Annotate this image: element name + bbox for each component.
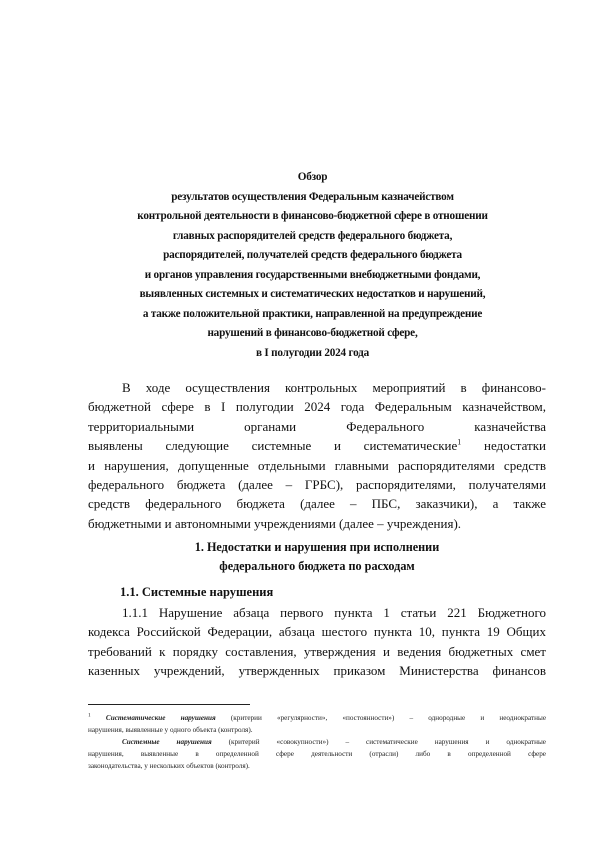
heading-line: федерального бюджета по расходам — [219, 559, 415, 573]
paragraph-line: бюджетными и автономными учреждениями (далее – учреждения). — [88, 515, 462, 531]
title-line: выявленных системных и систематических недостатков и нарушений, — [139, 288, 486, 300]
title-line: в I полугодии 2024 года — [255, 346, 370, 359]
paragraph-1-1-1 — [88, 603, 546, 681]
footnote-line: нарушения, выявленные в определенной сфере деятельности (отрасли) либо в определенной сфере — [88, 750, 546, 758]
text-fragment: недостатки — [461, 438, 546, 454]
intro-paragraph — [88, 378, 546, 533]
footnote-line — [88, 736, 546, 748]
title-line: и органов управления государственными внебюджетными фондами, — [144, 268, 481, 281]
paragraph-line: бюджетной сфере в I полугодии 2024 года Федеральным казначейством, — [88, 399, 546, 415]
footnote-marker: 1 — [88, 712, 91, 719]
title-line: распорядителей, получателей средств федерального бюджета — [163, 249, 462, 261]
footnote-reference: 1 — [457, 437, 462, 447]
paragraph-line: федерального бюджета (далее – ГРБС), распорядителями, получателями — [88, 477, 546, 493]
footnote-term: Системные нарушения — [121, 738, 212, 746]
footnote-text: (критерий «совокупности») – систематические нарушения и однократные — [211, 738, 546, 746]
footnote-line: законодательства, у нескольких объектов (контроля). — [88, 762, 250, 770]
section-heading — [88, 538, 546, 576]
paragraph-line: 1.1.1 Нарушение абзаца первого пункта 1 статьи 221 Бюджетного — [122, 605, 546, 620]
paragraph-line: требований к порядку составления, утверждения и ведения бюджетных смет — [88, 643, 546, 659]
paragraph-line: и нарушения, допущенные отдельными главными распорядителями средств — [88, 457, 546, 473]
title-line: нарушений в финансово-бюджетной сфере, — [207, 327, 418, 339]
title-line: контрольной деятельности в финансово-бюджетной сфере в отношении — [137, 210, 488, 222]
document-title — [80, 168, 545, 363]
title-line: результатов осуществления Федеральным казначейством — [171, 190, 454, 203]
paragraph-line: средств федерального бюджета (далее – ПБС, заказчики), а также — [88, 496, 546, 512]
subsection-heading: 1.1. Системные нарушения — [120, 585, 274, 599]
footnote-term: Систематические нарушения — [105, 714, 216, 722]
footnotes — [88, 712, 546, 772]
paragraph-line: кодекса Российской Федерации, абзаца шестого пункта 10, пункта 19 Общих — [88, 624, 546, 640]
paragraph-line — [88, 436, 546, 455]
paragraph-line: территориальными органами Федерального казначейства — [88, 418, 546, 434]
footnote-line: нарушения, выявленные у одного объекта (контроля). — [88, 726, 253, 734]
title-line: главных распорядителей средств федерального бюджета, — [172, 229, 453, 242]
heading-line: 1. Недостатки и нарушения при исполнении — [194, 540, 440, 554]
text-fragment: выявлены следующие системные и систематические — [88, 438, 458, 454]
title-line: а также положительной практики, направленной на предупреждение — [142, 307, 483, 320]
paragraph-line: В ходе осуществления контрольных мероприятий в финансово- — [122, 380, 546, 395]
title-line: Обзор — [297, 171, 328, 183]
footnote-line — [88, 712, 546, 724]
footnote-text: (критерии «регулярности», «постоянности») – однородные и неоднократные — [215, 714, 547, 722]
footnote-separator — [88, 704, 250, 705]
paragraph-line: казенных учреждений, утвержденных приказом Министерства финансов — [88, 663, 546, 679]
